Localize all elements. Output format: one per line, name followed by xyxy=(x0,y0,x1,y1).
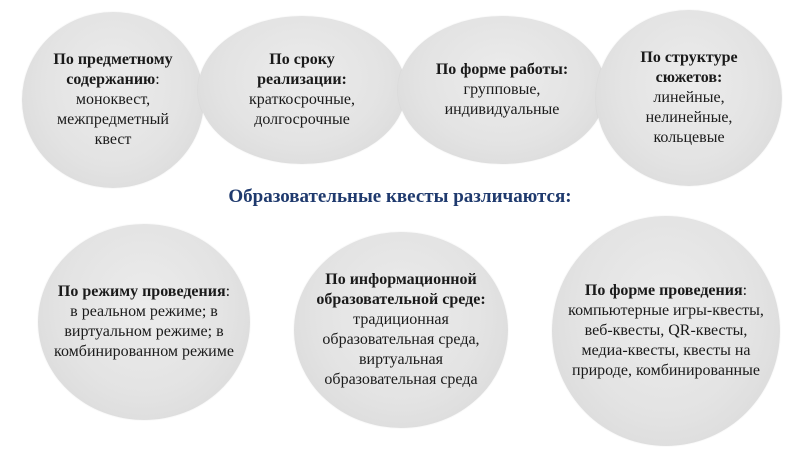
category-blob-plot-structure xyxy=(596,10,782,186)
category-heading: По предметному содержанию xyxy=(53,51,173,88)
category-heading-colon: : xyxy=(742,282,748,299)
category-heading: По структуре сюжетов: xyxy=(640,49,738,86)
category-heading: По форме работы: xyxy=(435,61,569,78)
category-heading: По информационной образовательной среде: xyxy=(316,271,486,308)
category-heading: По форме проведения xyxy=(584,282,743,299)
category-blob-implementation-term xyxy=(198,16,406,164)
category-heading-colon: : xyxy=(155,71,160,88)
category-heading: По сроку реализации: xyxy=(257,51,347,88)
category-options: краткосрочные, долгосрочные xyxy=(249,91,355,128)
diagram-title: Образовательные квесты различаются: xyxy=(228,186,572,207)
category-options: компьютерные игры-квесты, веб-квесты, QR-квесты, медиа-квесты, квесты на природе, комбинированные xyxy=(568,302,764,379)
category-options: в реальном режиме; в виртуальном режиме; в комбинированном режиме xyxy=(54,303,234,360)
category-text xyxy=(624,48,754,148)
category-blob-work-form xyxy=(398,16,606,164)
category-heading: По режиму проведения xyxy=(57,283,226,300)
category-blob-subject-content xyxy=(22,12,204,188)
category-text xyxy=(315,270,487,390)
category-heading-colon: : xyxy=(225,283,231,300)
category-options: традиционная образовательная среда, виртуальная образовательная среда xyxy=(322,311,480,388)
category-text xyxy=(54,282,234,362)
category-text xyxy=(422,60,582,120)
category-text xyxy=(227,50,377,130)
category-blob-conduct-form xyxy=(552,216,780,446)
category-text xyxy=(38,50,188,150)
category-options: моноквест, межпредметный квест xyxy=(57,91,169,148)
category-options: групповые, индивидуальные xyxy=(444,81,560,118)
category-options: линейные, нелинейные, кольцевые xyxy=(645,89,733,146)
category-blob-info-environment xyxy=(294,232,508,428)
category-text xyxy=(568,281,764,381)
category-blob-conduct-mode xyxy=(38,224,250,420)
